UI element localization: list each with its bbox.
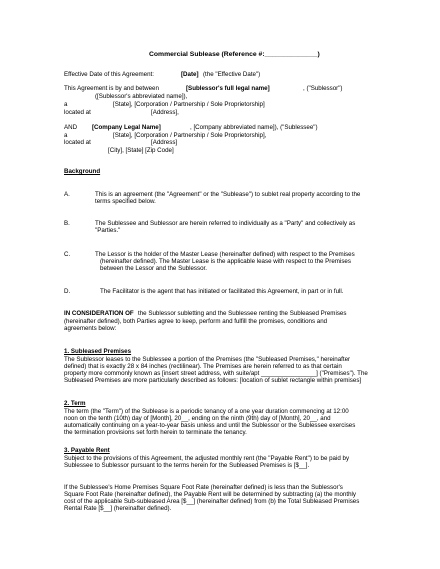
background-b-line1: The Sublessee and Sublessor are herein referred to individually as a "Party" and collectively as: [95, 220, 356, 227]
background-letter-d: D.: [64, 288, 71, 295]
closing-line3: cost of the applicable Sub-subleased Area [$__] (hereinafter defined) from (b) the Total Subleased Premises: [64, 498, 360, 505]
section-2-line2: noon on the tenth (10th) day of [Month], 20__, ending on the ninth (9th) day of [Month], 20__, and: [64, 415, 331, 422]
sublessor-a: a: [64, 101, 68, 108]
document-title: Commercial Sublease (Reference #:______________): [149, 51, 320, 58]
background-a-line1: This is an agreement (the "Agreement" or the "Sublease") to sublet real property according to the: [95, 191, 361, 198]
section-2-line1: The term (the "Term") of the Sublease is a periodic tenancy of a one year duration commencing at 12:00: [64, 408, 349, 415]
company-name: [Company Legal Name]: [92, 124, 161, 131]
effective-date-suffix: (the "Effective Date"): [203, 71, 261, 78]
company-located: located at: [64, 139, 91, 146]
company-a: a: [64, 132, 68, 139]
consideration-lead: IN CONSIDERATION OF: [64, 310, 134, 317]
section-subleased-premises-heading: 1. Subleased Premises: [64, 348, 132, 355]
company-address: [Address]: [151, 139, 178, 146]
sublessor-located: located at: [64, 109, 91, 116]
background-a-line2: terms specified below.: [95, 198, 156, 205]
company-entity: [State], [Corporation / Partnership / Sole Proprietorship],: [113, 132, 267, 139]
section-1-line2: defined) that is exactly 28 x 84 inches (rectilinear). The Premises are herein referred to as that certain: [64, 363, 342, 370]
background-heading: Background: [64, 168, 101, 175]
closing-line4: Rental Rate [$__] (hereinafter defined).: [64, 505, 172, 512]
sublessor-entity: [State], [Corporation / Partnership / Sole Proprietorship]: [113, 101, 265, 108]
background-b-line2: "Parties.": [95, 227, 121, 234]
section-3-line1: Subject to the provisions of this Agreement, the adjusted monthly rent (the "Payable Rent") to be paid by: [64, 455, 350, 462]
section-term-heading: 2. Term: [64, 400, 86, 407]
section-2-line4: the termination provisions set forth herein to terminate the tenancy.: [64, 429, 247, 436]
section-1-line3: property more commonly known as [insert street address, with suite/apt ________________] ("Premises"). The: [64, 370, 368, 377]
sublessor-abbrev: ([Sublessor's abbreviated name]),: [95, 93, 188, 100]
consideration-line1: the Sublessor subletting and the Sublessee renting the Subleased Premises: [138, 310, 347, 317]
background-letter-c: C.: [64, 251, 71, 258]
sublessor-suffix: , ("Sublessor"): [303, 85, 343, 92]
sublessor-address: [Address],: [151, 109, 179, 116]
section-2-line3: automatically continuing on a year-to-year basis unless and until the Sublessor or the Sublessee exercises: [64, 422, 356, 429]
consideration-line2: (hereinafter defined), both Parties agree to keep, perform and fulfill the promises, conditions and: [64, 318, 328, 325]
background-letter-b: B.: [64, 220, 70, 227]
section-1-line1: The Sublessor leases to the Sublessee a portion of the Premises (the "Subleased Premises," hereinafter: [64, 356, 351, 363]
company-city: [City], [State] [Zip Code]: [108, 147, 174, 154]
effective-date-label: Effective Date of this Agreement:: [64, 71, 154, 78]
closing-line1: If the Sublessee's Home Premises Square Foot Rate (hereinafter defined) is less than the Sublessor's: [64, 484, 343, 491]
background-c-line2: (hereinafter defined). The Master Lease is the applicable lease with respect to the Premises: [100, 258, 351, 265]
background-c-line1: The Lessor is the holder of the Master Lease (hereinafter defined) with respect to the Premises: [95, 251, 355, 258]
section-payable-rent-heading: 3. Payable Rent: [64, 447, 110, 454]
background-d-line1: The Facilitator is the agent that has initiated or facilitated this Agreement, in part or in full.: [100, 288, 344, 295]
parties-intro: This Agreement is by and between: [64, 85, 159, 92]
effective-date-value: [Date]: [181, 71, 199, 78]
section-1-line4: Subleased Premises are more particularly described as follows: [location of sublet rectangle within premises]: [64, 377, 362, 384]
background-letter-a: A.: [64, 191, 70, 198]
section-3-line2: Sublessee to Sublessor pursuant to the terms herein for the Subleased Premises is [$__].: [64, 462, 310, 469]
company-suffix: , [Company abbreviated name]), ("Sublessee"): [190, 124, 318, 131]
sublessor-name: [Sublessor's full legal name]: [186, 85, 270, 92]
background-c-line3: between the Lessor and the Sublessor.: [100, 265, 207, 272]
consideration-line3: agreements below:: [64, 325, 117, 332]
and-label: AND: [64, 124, 78, 131]
closing-line2: Square Foot Rate (hereinafter defined), the Payable Rent will be determined by subtracting (a) the monthly: [64, 491, 357, 498]
